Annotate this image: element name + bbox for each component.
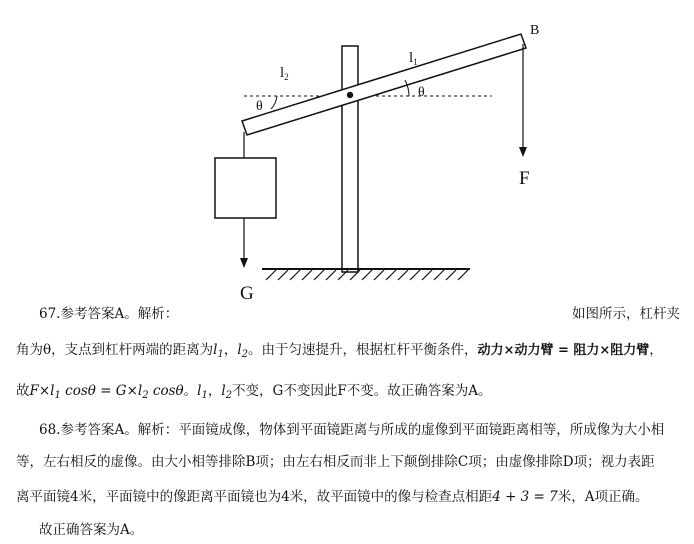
distance-sum: 4 + 3 = 7 bbox=[492, 489, 558, 505]
answer-68-line3: 离平面镜4米，平面镜中的像距离平面镜也为4米，故平面镜中的像与检查点相距4 + 3 = 7米，A项正确。 bbox=[16, 489, 649, 505]
label-theta-right: θ bbox=[418, 85, 425, 100]
answer-67-heading: 67.参考答案A。解析： bbox=[39, 306, 179, 322]
force-arrowhead bbox=[519, 147, 527, 157]
ground-hatching bbox=[266, 270, 468, 280]
answer-68-line1: 68.参考答案A。解析：平面镜成像，物体到平面镜距离与所成的虚像到平面镜距离相等，所成像为大小相 bbox=[39, 422, 665, 438]
balance-equation: $F\times l_1$ $\cos\theta = G\times l_2$ cosθ bbox=[29, 383, 184, 401]
label-theta-left: θ bbox=[256, 99, 263, 114]
gravity-arrowhead bbox=[240, 258, 248, 268]
label-f: F bbox=[519, 168, 530, 189]
left-angle-arc bbox=[271, 96, 277, 109]
answer-68-line2: 等，左右相反的虚像。由大小相等排除B项；由左右相反而非上下颠倒排除C项；由虚像排除D项；视力表距 bbox=[16, 454, 655, 470]
fulcrum-point bbox=[347, 92, 353, 98]
lever-formula: 动力×动力臂 = 阻力×阻力臂 bbox=[477, 343, 650, 358]
label-b: B bbox=[530, 23, 540, 38]
answer-67-line2: 角为θ，支点到杠杆两端的距离为$l_1$，$l_2$。由于匀速提升，根据杠杆平衡条件，动力×动力臂 = 阻力×阻力臂， bbox=[16, 342, 663, 360]
answer-67-line3: 故$F\times l_1$ $\cos\theta = G\times l_2$ cosθ。$l_1$，$l_2$不变，G不变因此F不变。故正确答案为A。 bbox=[16, 383, 492, 401]
label-g: G bbox=[240, 283, 254, 300]
lever-bar bbox=[242, 34, 526, 135]
support-pole bbox=[342, 46, 358, 272]
load-box bbox=[215, 158, 276, 218]
answer-67-tail: 如图所示，杠杆夹 bbox=[572, 306, 680, 322]
label-l2: $l_2$ bbox=[280, 65, 289, 82]
answer-68-conclusion: 故正确答案为A。 bbox=[39, 522, 144, 538]
label-l1: $l_1$ bbox=[409, 50, 418, 67]
